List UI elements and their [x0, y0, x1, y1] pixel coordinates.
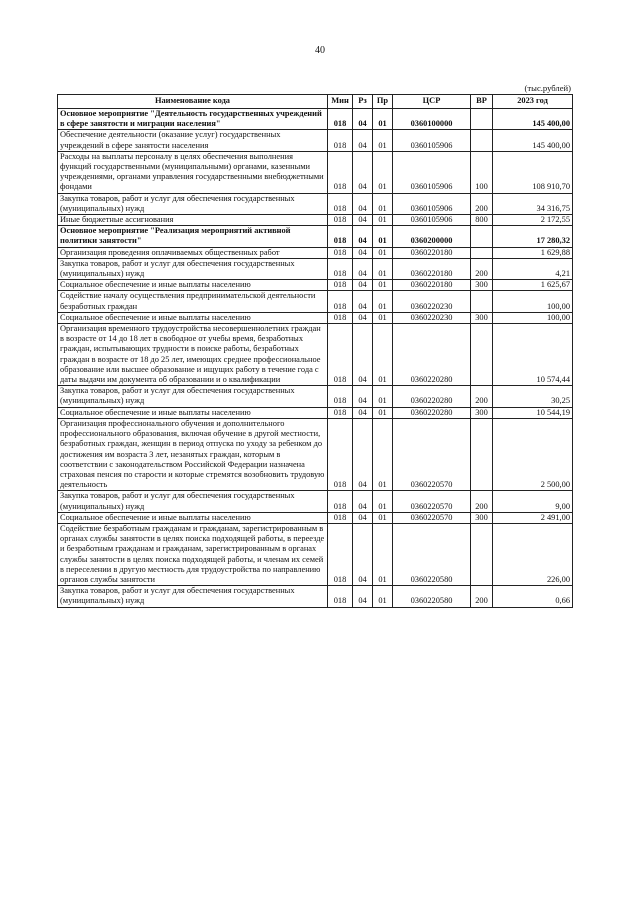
table-row: [58, 312, 573, 323]
table-cell-pr: 01: [373, 215, 393, 226]
table-cell-rz: 04: [353, 312, 373, 323]
table-cell-pr: 01: [373, 193, 393, 214]
table-cell-vr: 300: [471, 512, 493, 523]
table-row: [58, 193, 573, 214]
table-cell-rz: 04: [353, 151, 373, 193]
table-cell-vr: 300: [471, 280, 493, 291]
table-cell-vr: [471, 418, 493, 490]
table-cell-vr: 200: [471, 586, 493, 607]
table-cell-sum: 10 544,19: [493, 407, 573, 418]
table-cell-pr: 01: [373, 491, 393, 512]
table-cell-rz: 04: [353, 258, 373, 279]
table-cell-csr: 0360105906: [393, 193, 471, 214]
table-row: [58, 523, 573, 585]
table-cell-name: Закупка товаров, работ и услуг для обеспечения государственных (муниципальных) нужд: [58, 386, 328, 407]
table-row: [58, 280, 573, 291]
table-cell-sum: 226,00: [493, 523, 573, 585]
table-cell-min: 018: [328, 130, 353, 151]
table-row: [58, 407, 573, 418]
header-sum: 2023 год: [493, 95, 573, 109]
table-cell-sum: 0,66: [493, 586, 573, 607]
table-row: [58, 586, 573, 607]
table-cell-min: 018: [328, 324, 353, 386]
table-cell-csr: 0360220230: [393, 312, 471, 323]
header-min: Мин: [328, 95, 353, 109]
page-number: 40: [315, 45, 325, 56]
table-cell-sum: 9,00: [493, 491, 573, 512]
table-cell-rz: 04: [353, 130, 373, 151]
table-cell-rz: 04: [353, 247, 373, 258]
table-cell-rz: 04: [353, 226, 373, 247]
table-cell-csr: 0360220580: [393, 586, 471, 607]
table-cell-rz: 04: [353, 215, 373, 226]
table-cell-pr: 01: [373, 280, 393, 291]
table-row: [58, 215, 573, 226]
table-row: [58, 512, 573, 523]
table-cell-min: 018: [328, 386, 353, 407]
table-cell-sum: 2 500,00: [493, 418, 573, 490]
table-cell-pr: 01: [373, 418, 393, 490]
table-cell-sum: 145 400,00: [493, 130, 573, 151]
table-cell-sum: 30,25: [493, 386, 573, 407]
table-cell-rz: 04: [353, 407, 373, 418]
table-row: [58, 291, 573, 312]
table-cell-min: 018: [328, 312, 353, 323]
table-cell-csr: 0360220570: [393, 512, 471, 523]
table-cell-rz: 04: [353, 193, 373, 214]
table-cell-min: 018: [328, 280, 353, 291]
table-cell-name: Закупка товаров, работ и услуг для обеспечения государственных (муниципальных) нужд: [58, 193, 328, 214]
table-cell-sum: 2 172,55: [493, 215, 573, 226]
table-cell-name: Закупка товаров, работ и услуг для обеспечения государственных (муниципальных) нужд: [58, 586, 328, 607]
table-cell-name: Расходы на выплаты персоналу в целях обеспечения выполнения функций государственными (муниципальными) органами, казенными учреждениями, органами управления государственными внебюджетными фондами: [58, 151, 328, 193]
table-row: [58, 130, 573, 151]
table-cell-name: Социальное обеспечение и иные выплаты населению: [58, 280, 328, 291]
header-csr: ЦСР: [393, 95, 471, 109]
table-cell-rz: 04: [353, 324, 373, 386]
table-cell-sum: 1 629,88: [493, 247, 573, 258]
table-cell-name: Обеспечение деятельности (оказание услуг) государственных учреждений в сфере занятости населения: [58, 130, 328, 151]
table-cell-pr: 01: [373, 226, 393, 247]
header-pr: Пр: [373, 95, 393, 109]
table-cell-csr: 0360200000: [393, 226, 471, 247]
table-cell-name: Основное мероприятие "Деятельность государственных учреждений в сфере занятости и миграции населения": [58, 109, 328, 130]
table-cell-csr: 0360220280: [393, 386, 471, 407]
table-cell-name: Организация проведения оплачиваемых общественных работ: [58, 247, 328, 258]
table-cell-csr: 0360220570: [393, 491, 471, 512]
table-cell-csr: 0360220280: [393, 407, 471, 418]
table-cell-vr: 300: [471, 312, 493, 323]
table-cell-vr: [471, 109, 493, 130]
table-row: [58, 247, 573, 258]
table-cell-min: 018: [328, 226, 353, 247]
table-cell-min: 018: [328, 193, 353, 214]
table-cell-vr: 100: [471, 151, 493, 193]
table-cell-rz: 04: [353, 523, 373, 585]
table-cell-vr: [471, 291, 493, 312]
table-cell-min: 018: [328, 109, 353, 130]
header-name: Наименование кода: [58, 95, 328, 109]
table-cell-pr: 01: [373, 130, 393, 151]
table-cell-min: 018: [328, 491, 353, 512]
table-cell-csr: 0360220180: [393, 280, 471, 291]
header-vr: ВР: [471, 95, 493, 109]
table-cell-pr: 01: [373, 512, 393, 523]
header-rz: Рз: [353, 95, 373, 109]
table-row: [58, 386, 573, 407]
table-cell-sum: 100,00: [493, 291, 573, 312]
table-cell-name: Основное мероприятие "Реализация мероприятий активной политики занятости": [58, 226, 328, 247]
table-cell-name: Содействие безработным гражданам и гражданам, зарегистрированным в органах службы занятости в целях поиска подходящей работы, в переезде и безработным гражданам и гражданам, зарегистрированным в органах службы занятости в целях поиска подходящей работы, и членам их семей в переселении в другую местность для трудоустройства по направлению органов службы занятости: [58, 523, 328, 585]
budget-table: [57, 94, 573, 608]
table-cell-csr: 0360220230: [393, 291, 471, 312]
table-cell-sum: 145 400,00: [493, 109, 573, 130]
table-cell-pr: 01: [373, 407, 393, 418]
table-cell-pr: 01: [373, 109, 393, 130]
table-cell-pr: 01: [373, 291, 393, 312]
table-cell-vr: 200: [471, 193, 493, 214]
table-cell-pr: 01: [373, 258, 393, 279]
table-cell-min: 018: [328, 151, 353, 193]
table-cell-pr: 01: [373, 247, 393, 258]
table-cell-name: Организация временного трудоустройства несовершеннолетних граждан в возрасте от 14 до 18 лет в свободное от учебы время, безработных граждан, испытывающих трудности в поиске работы, безработных граждан в возрасте от 18 до 25 лет, имеющих среднее профессиональное образование или высшее образование и ищущих работу в течение года с даты выдачи им документа об образовании и о квалификации: [58, 324, 328, 386]
table-cell-sum: 10 574,44: [493, 324, 573, 386]
table-cell-sum: 108 910,70: [493, 151, 573, 193]
table-cell-rz: 04: [353, 109, 373, 130]
table-cell-min: 018: [328, 407, 353, 418]
table-cell-min: 018: [328, 418, 353, 490]
table-cell-pr: 01: [373, 312, 393, 323]
table-cell-csr: 0360220180: [393, 247, 471, 258]
table-cell-csr: 0360220180: [393, 258, 471, 279]
table-cell-csr: 0360220280: [393, 324, 471, 386]
table-cell-rz: 04: [353, 280, 373, 291]
table-cell-vr: 200: [471, 258, 493, 279]
table-cell-vr: [471, 130, 493, 151]
table-cell-csr: 0360105906: [393, 130, 471, 151]
table-cell-csr: 0360105906: [393, 151, 471, 193]
table-cell-pr: 01: [373, 386, 393, 407]
table-cell-sum: 1 625,67: [493, 280, 573, 291]
table-cell-rz: 04: [353, 512, 373, 523]
table-row: [58, 491, 573, 512]
table-cell-rz: 04: [353, 586, 373, 607]
table-row: [58, 226, 573, 247]
table-cell-min: 018: [328, 247, 353, 258]
table-cell-min: 018: [328, 215, 353, 226]
table-cell-pr: 01: [373, 586, 393, 607]
table-cell-vr: 200: [471, 386, 493, 407]
table-cell-sum: 100,00: [493, 312, 573, 323]
table-cell-vr: [471, 226, 493, 247]
table-cell-min: 018: [328, 258, 353, 279]
table-cell-sum: 17 280,32: [493, 226, 573, 247]
table-cell-name: Иные бюджетные ассигнования: [58, 215, 328, 226]
table-cell-name: Социальное обеспечение и иные выплаты населению: [58, 407, 328, 418]
table-cell-name: Содействие началу осуществления предпринимательской деятельности безработных граждан: [58, 291, 328, 312]
table-row: [58, 418, 573, 490]
table-cell-csr: 0360105906: [393, 215, 471, 226]
table-cell-vr: 800: [471, 215, 493, 226]
table-cell-name: Организация профессионального обучения и дополнительного профессионального образования, включая обучение в другой местности, безработных граждан, женщин в период отпуска по уходу за ребенком до достижения им возраста 3 лет, незанятых граждан, которым в соответствии с законодательством Российской Федерации назначена страховая пенсия по старости и которые стремятся возобновить трудовую деятельность: [58, 418, 328, 490]
table-cell-pr: 01: [373, 523, 393, 585]
table-cell-vr: 200: [471, 491, 493, 512]
table-header-row: [58, 95, 573, 109]
table-cell-rz: 04: [353, 491, 373, 512]
table-cell-csr: 0360220580: [393, 523, 471, 585]
table-cell-pr: 01: [373, 151, 393, 193]
table-row: [58, 258, 573, 279]
units-note: (тыс.рублей): [524, 83, 571, 93]
table-cell-min: 018: [328, 523, 353, 585]
table-cell-sum: 34 316,75: [493, 193, 573, 214]
table-row: [58, 109, 573, 130]
table-cell-rz: 04: [353, 418, 373, 490]
table-cell-csr: 0360220570: [393, 418, 471, 490]
table-cell-min: 018: [328, 291, 353, 312]
table-cell-name: Социальное обеспечение и иные выплаты населению: [58, 512, 328, 523]
table-cell-vr: [471, 324, 493, 386]
table-row: [58, 324, 573, 386]
table-cell-name: Закупка товаров, работ и услуг для обеспечения государственных (муниципальных) нужд: [58, 491, 328, 512]
table-cell-name: Социальное обеспечение и иные выплаты населению: [58, 312, 328, 323]
table-cell-min: 018: [328, 586, 353, 607]
table-cell-pr: 01: [373, 324, 393, 386]
table-cell-rz: 04: [353, 291, 373, 312]
table-cell-csr: 0360100000: [393, 109, 471, 130]
table-cell-vr: [471, 247, 493, 258]
table-cell-rz: 04: [353, 386, 373, 407]
table-cell-vr: 300: [471, 407, 493, 418]
table-cell-vr: [471, 523, 493, 585]
table-cell-sum: 4,21: [493, 258, 573, 279]
table-cell-name: Закупка товаров, работ и услуг для обеспечения государственных (муниципальных) нужд: [58, 258, 328, 279]
table-cell-min: 018: [328, 512, 353, 523]
table-row: [58, 151, 573, 193]
table-cell-sum: 2 491,00: [493, 512, 573, 523]
